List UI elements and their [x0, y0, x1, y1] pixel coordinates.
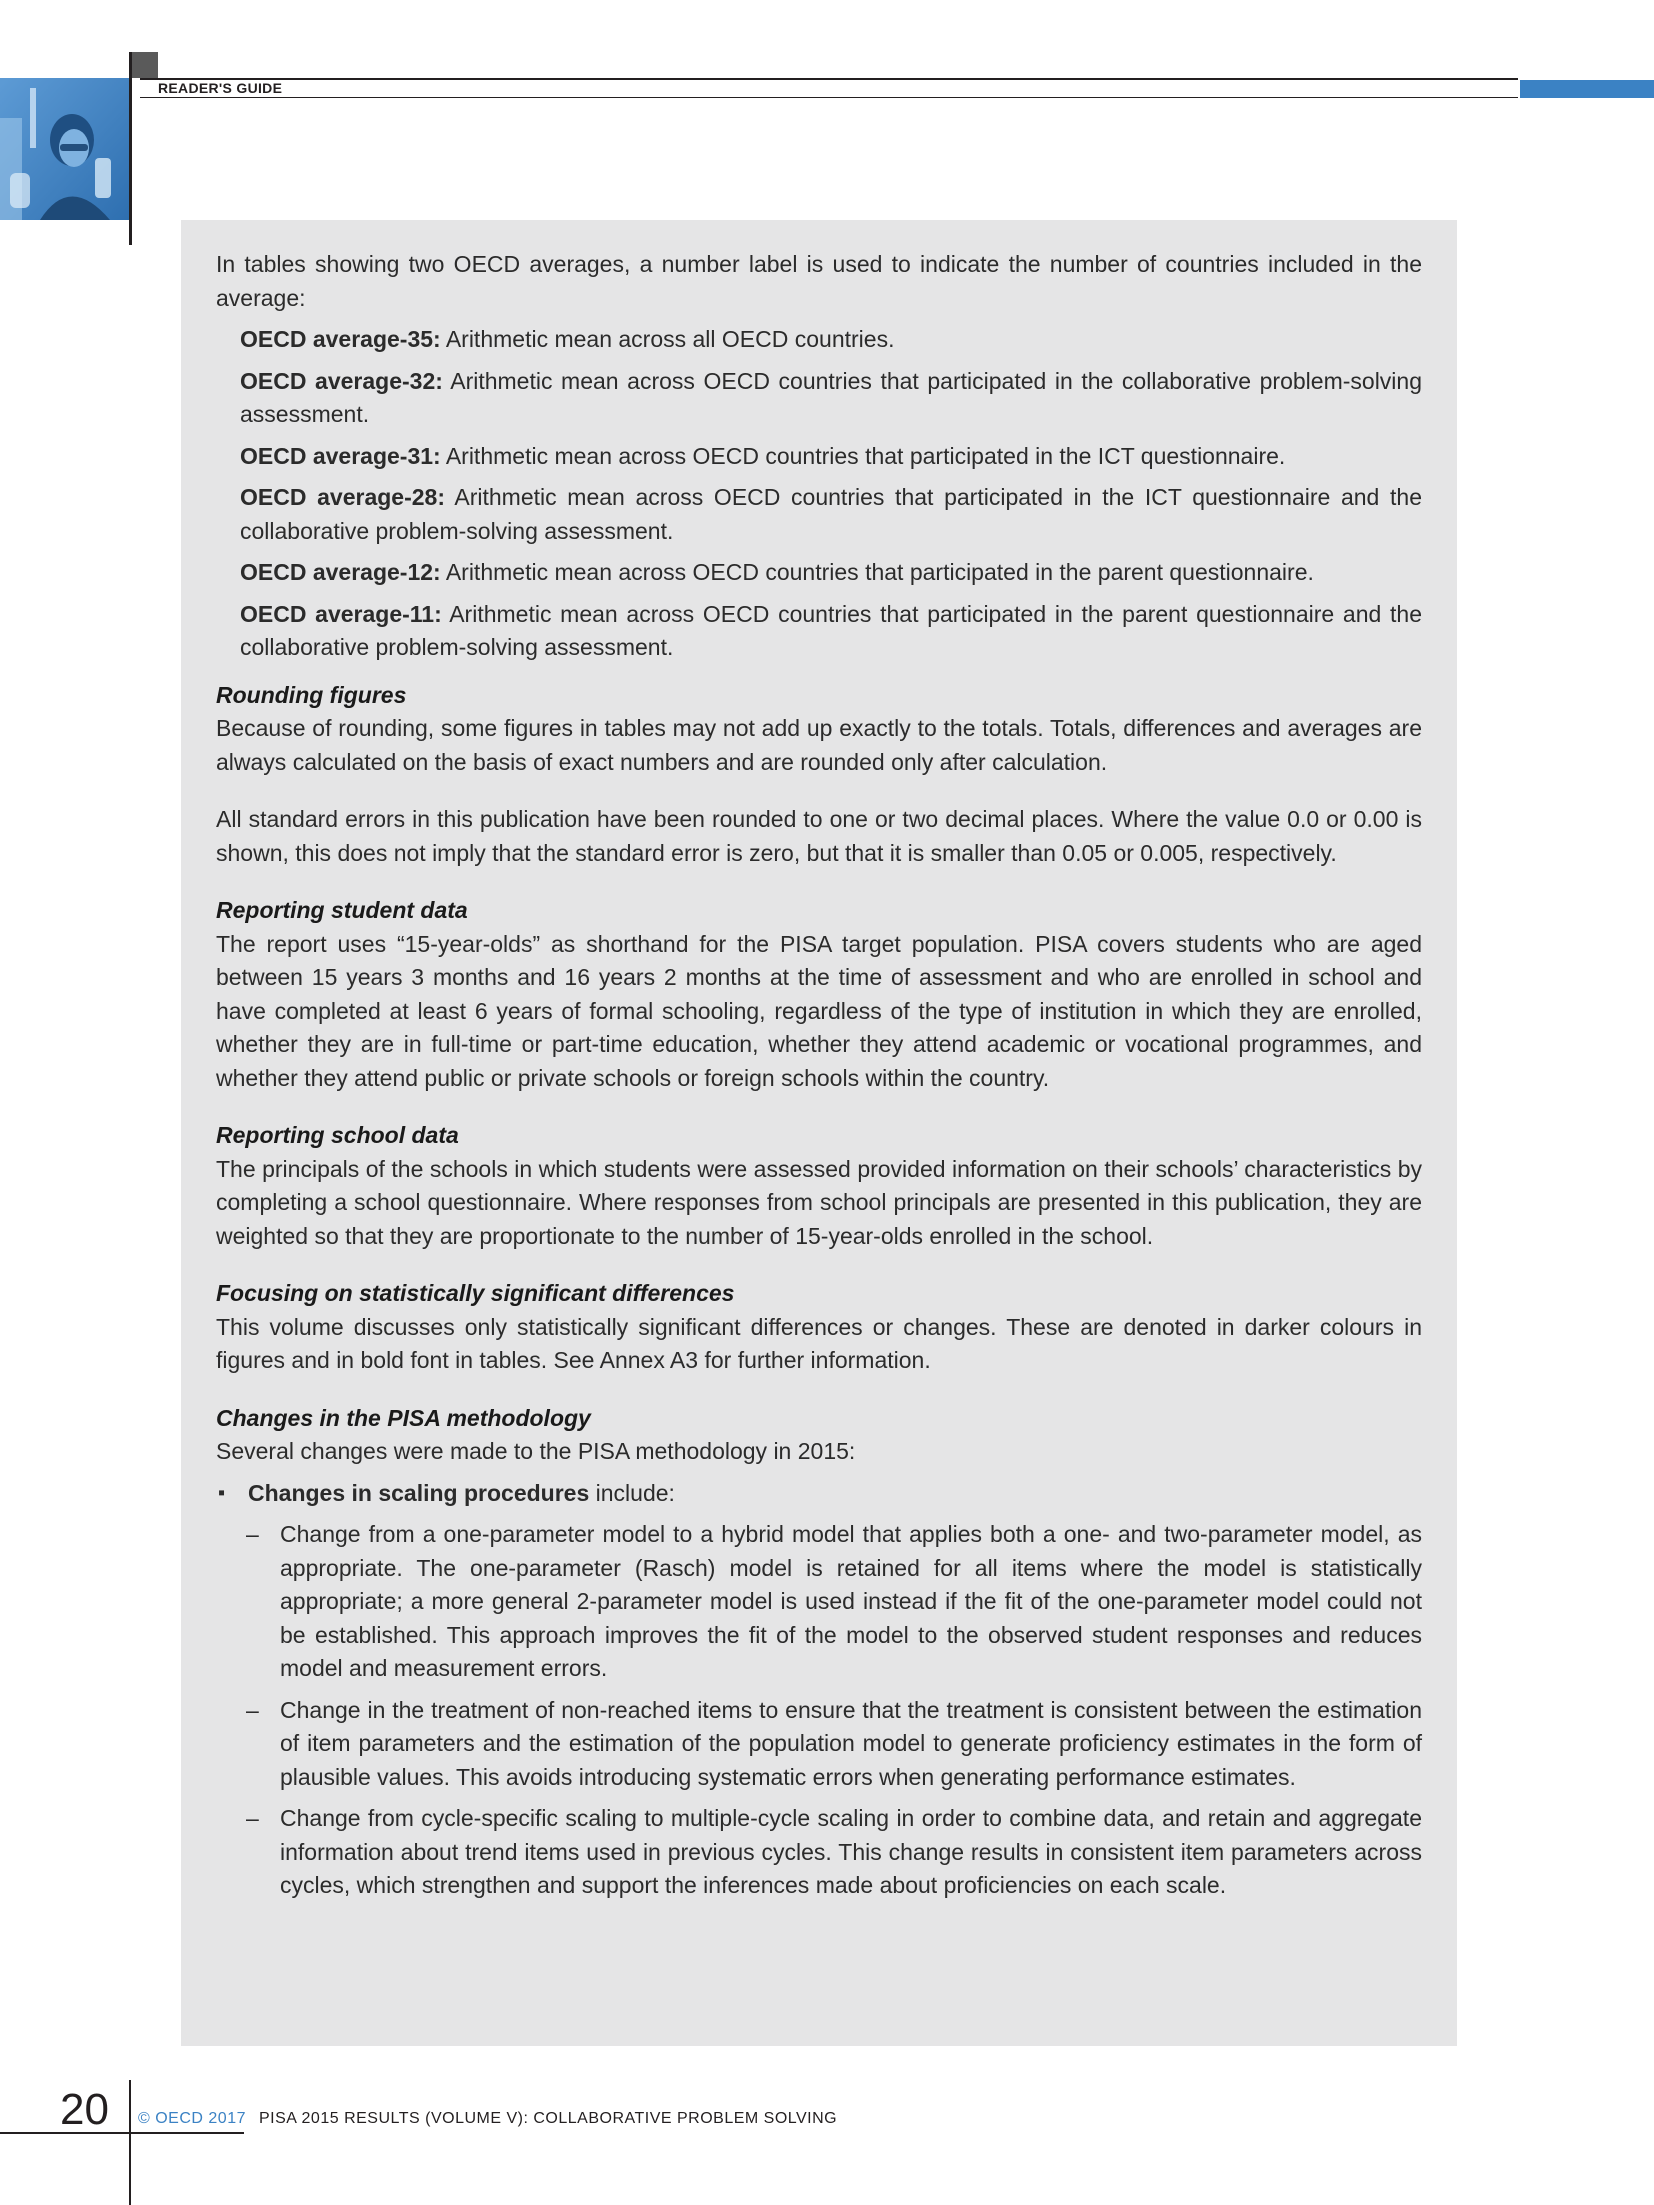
- student-data-heading: Reporting student data: [216, 897, 468, 923]
- significant-heading: Focusing on statistically significant differences: [216, 1280, 735, 1306]
- average-item: OECD average-12: Arithmetic mean across OECD countries that participated in the parent questionnaire.: [240, 559, 1314, 585]
- rounding-paragraph-1: Because of rounding, some figures in tables may not add up exactly to the totals. Totals, differences and averages are always calculated on the basis of exact numbers and are rounded only after calculation.: [216, 715, 1422, 775]
- average-item: OECD average-32: Arithmetic mean across OECD countries that participated in the collaborative problem-solving assessment.: [240, 367, 1422, 427]
- dash-marker: –: [246, 1521, 259, 1547]
- dash-marker: –: [246, 1696, 259, 1723]
- school-data-paragraph: The principals of the schools in which students were assessed provided information on their schools’ characteristics by completing a school questionnaire. Where responses from school principals are presented in this publication, they are weighted so that they are proportionate to the number of 15-year-olds enrolled in the school.: [216, 1155, 1422, 1249]
- significant-paragraph: This volume discusses only statistically significant differences or changes. These are denoted in darker colours in figures and in bold font in tables. See Annex A3 for further information.: [216, 1313, 1422, 1373]
- intro-paragraph: In tables showing two OECD averages, a number label is used to indicate the number of countries included in the average:: [216, 251, 1422, 311]
- student-data-paragraph: The report uses “15-year-olds” as shorthand for the PISA target population. PISA covers students who are aged between 15 years 3 months and 16 years 2 months at the time of assessment and who are enrolled in school and have completed at least 6 years of formal schooling, regardless of the type of institution in which they are enrolled, whether they are in full-time or part-time education, whether they attend academic or vocational programmes, and whether they attend public or private schools or foreign schools within the country.: [216, 930, 1422, 1091]
- page-number: 20: [60, 2085, 109, 2134]
- header-vertical-rule: [129, 52, 132, 245]
- rounding-heading: Rounding figures: [216, 681, 407, 708]
- header-marker-block: [130, 52, 158, 78]
- panel-content: [216, 248, 1422, 1903]
- footer-copyright: © OECD 2017: [138, 2110, 246, 2127]
- average-item: OECD average-28: Arithmetic mean across OECD countries that participated in the ICT questionnaire and the collaborative problem-solving assessment.: [240, 484, 1422, 544]
- header-rule-bottom: [140, 97, 1518, 98]
- bullet-item: ▪ Changes in scaling procedures include:: [216, 1477, 1422, 1511]
- dash-marker: –: [246, 1805, 259, 1831]
- dash-item: – Change in the treatment of non-reached items to ensure that the treatment is consistent between the estimation of item parameters and the estimation of the population model to generate proficiency estimates in the form of plausible values. This avoids introducing systematic errors when generating performance estimates.: [216, 1694, 1422, 1795]
- methodology-paragraph: Several changes were made to the PISA methodology in 2015:: [216, 1438, 856, 1464]
- footer-publication-title: PISA 2015 RESULTS (VOLUME V): COLLABORATIVE PROBLEM SOLVING: [259, 2110, 838, 2127]
- methodology-heading: Changes in the PISA methodology: [216, 1404, 591, 1431]
- average-item: OECD average-35: Arithmetic mean across all OECD countries.: [240, 326, 895, 352]
- footer-horizontal-rule: [0, 2132, 244, 2134]
- dash-item: – Change from a one-parameter model to a hybrid model that applies both a one- and two-parameter model, as appropriate. The one-parameter (Rasch) model is retained for all items where the model is statistically appropriate; a more general 2-parameter model is used instead if the fit of the one-parameter model could not be established. This approach improves the fit of the model to the observed student responses and reduces model and measurement errors.: [216, 1518, 1422, 1686]
- footer-vertical-rule: [129, 2080, 131, 2205]
- header-accent-bar: [1520, 80, 1654, 98]
- rounding-paragraph-2: All standard errors in this publication have been rounded to one or two decimal places. Where the value 0.0 or 0.00 is shown, this does not imply that the standard error is zero, but that it is smaller than 0.05 or 0.005, respectively.: [216, 806, 1422, 866]
- header-rule-top: [140, 78, 1518, 80]
- scientist-photo: [0, 78, 129, 220]
- average-item: OECD average-11: Arithmetic mean across OECD countries that participated in the parent questionnaire and the collaborative problem-solving assessment.: [240, 600, 1422, 660]
- section-label: READER'S GUIDE: [158, 80, 283, 96]
- dash-item: – Change from cycle-specific scaling to multiple-cycle scaling in order to combine data, and retain and aggregate information about trend items used in previous cycles. This change results in consistent item parameters across cycles, which strengthen and support the inferences made about proficiencies on each scale.: [216, 1802, 1422, 1903]
- school-data-heading: Reporting school data: [216, 1122, 459, 1148]
- average-item: OECD average-31: Arithmetic mean across OECD countries that participated in the ICT questionnaire.: [240, 442, 1286, 469]
